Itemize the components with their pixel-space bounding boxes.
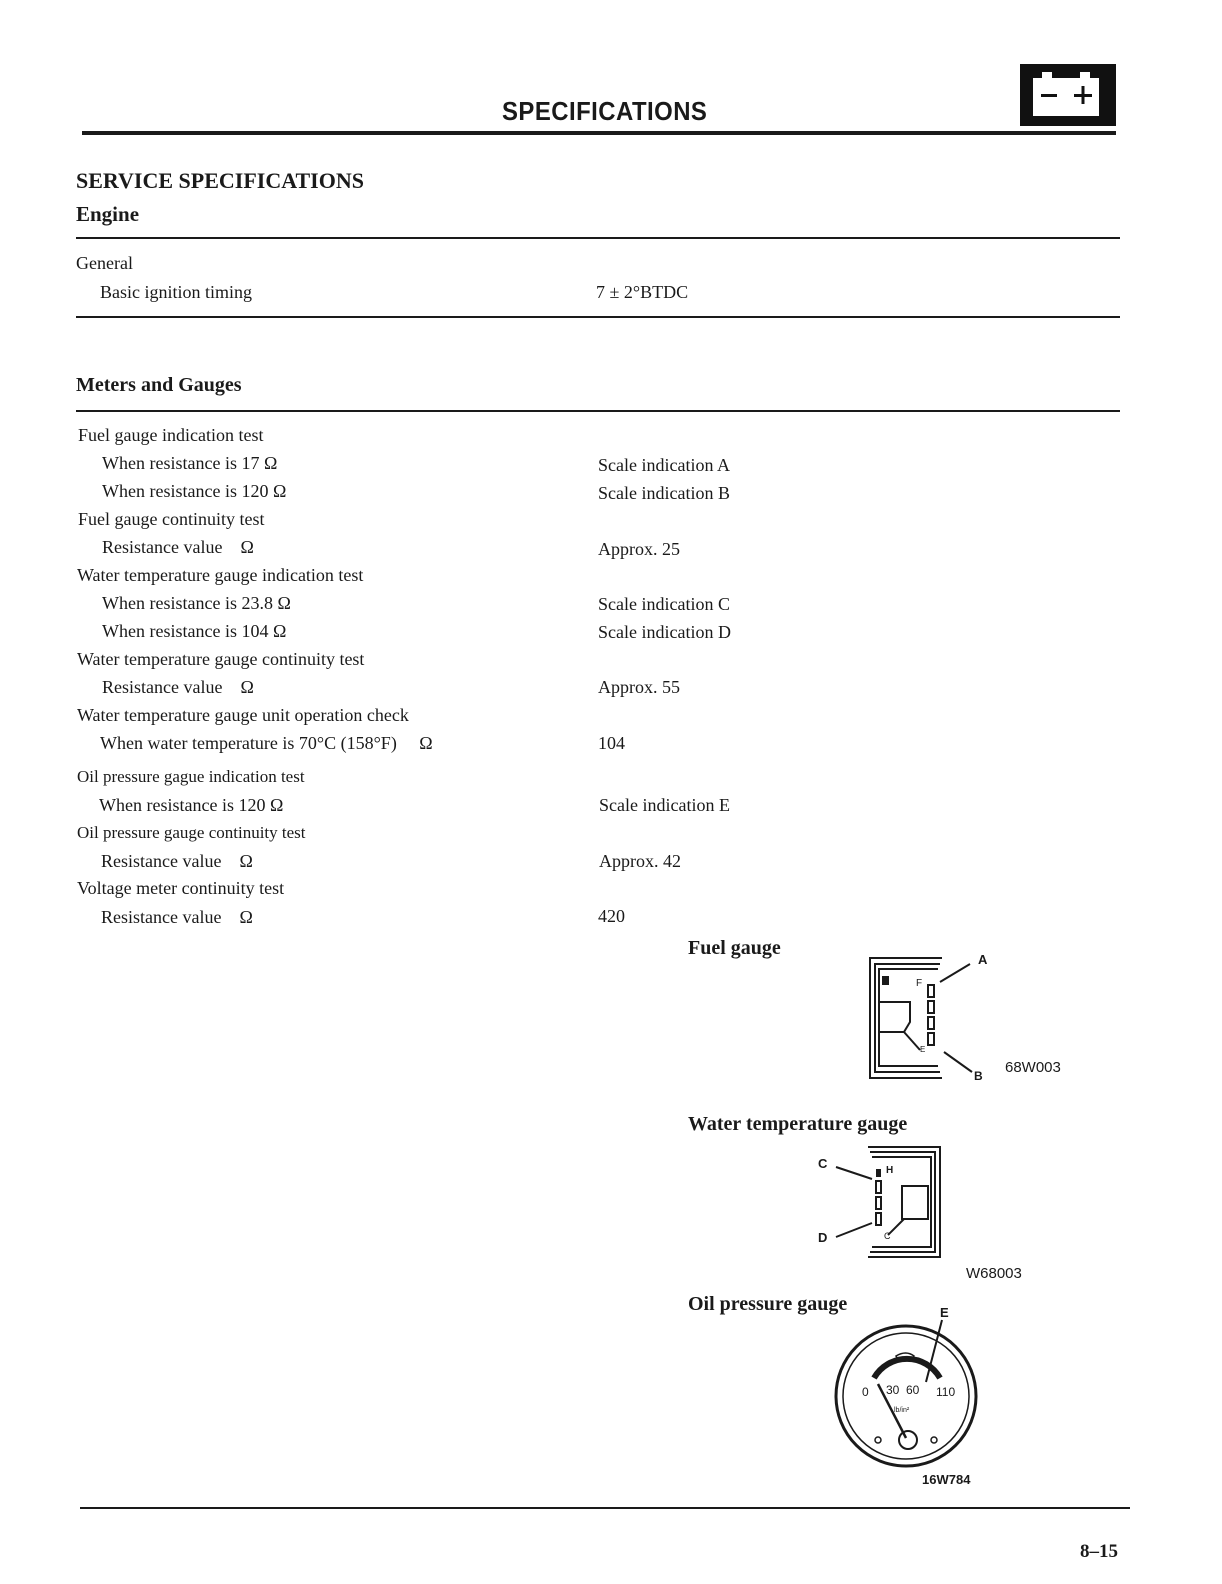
water-label-d: D: [818, 1230, 828, 1245]
meters-top-rule: [76, 410, 1120, 412]
oil-res-120-label: When resistance is 120 Ω: [99, 795, 284, 815]
section-title: SERVICE SPECIFICATIONS: [76, 168, 364, 193]
water-temp-70-label: When water temperature is 70°C (158°F) Ω: [100, 733, 433, 753]
water-res-104-value: Scale indication D: [598, 622, 731, 642]
oil-scale-unit: lb/in²: [894, 1407, 910, 1414]
fuel-f-mark: F: [916, 978, 923, 989]
water-gauge-title: Water temperature gauge: [688, 1113, 908, 1135]
fuel-res-17-value: Scale indication A: [598, 455, 730, 475]
fuel-resistance-value: Approx. 25: [598, 539, 680, 559]
water-res-104-label: When resistance is 104 Ω: [102, 621, 287, 641]
fuel-res-120-value: Scale indication B: [598, 483, 730, 503]
oil-indication-test: Oil pressure gague indication test: [77, 767, 305, 786]
water-figure-code: W68003: [966, 1265, 1022, 1282]
water-res-238-label: When resistance is 23.8 Ω: [102, 593, 291, 613]
engine-top-rule: [76, 237, 1120, 239]
oil-figure-code: 16W784: [922, 1472, 971, 1487]
fuel-e-mark: E: [920, 1045, 926, 1054]
oil-scale-30: 30: [886, 1383, 900, 1397]
water-unit-check: Water temperature gauge unit operation check: [77, 705, 409, 725]
ignition-timing-label: Basic ignition timing: [100, 282, 252, 302]
voltage-continuity-test: Voltage meter continuity test: [77, 878, 285, 898]
fuel-res-120-label: When resistance is 120 Ω: [102, 481, 287, 501]
oil-continuity-test: Oil pressure gauge continuity test: [77, 823, 306, 842]
fuel-gauge-diagram: [864, 952, 1024, 1082]
water-resistance-label: Resistance value Ω: [102, 677, 254, 697]
water-h-mark: H: [886, 1165, 894, 1176]
water-c-mark: C: [884, 1231, 891, 1241]
voltage-resistance-value: 420: [598, 906, 625, 926]
water-res-238-value: Scale indication C: [598, 594, 730, 614]
fuel-continuity-test: Fuel gauge continuity test: [78, 509, 265, 529]
water-temp-gauge-diagram: [812, 1143, 948, 1263]
fuel-figure-code: 68W003: [1005, 1059, 1061, 1076]
fuel-gauge-title: Fuel gauge: [688, 937, 781, 959]
oil-res-120-value: Scale indication E: [599, 795, 730, 815]
fuel-indication-test: Fuel gauge indication test: [78, 425, 264, 445]
water-indication-test: Water temperature gauge indication test: [77, 565, 364, 585]
oil-label-e: E: [940, 1305, 949, 1320]
page-title: SPECIFICATIONS: [502, 96, 708, 126]
meters-heading: Meters and Gauges: [76, 374, 242, 396]
fuel-label-b: B: [974, 1069, 983, 1082]
fuel-resistance-label: Resistance value Ω: [102, 537, 254, 557]
voltage-resistance-label: Resistance value Ω: [101, 907, 253, 927]
water-label-c: C: [818, 1156, 828, 1171]
engine-bottom-rule: [76, 316, 1120, 318]
water-resistance-value: Approx. 55: [598, 677, 680, 697]
oil-resistance-label: Resistance value Ω: [101, 851, 253, 871]
water-temp-70-value: 104: [598, 733, 625, 753]
page-number: 8–15: [1080, 1541, 1118, 1562]
footer-rule: [80, 1507, 1130, 1509]
oil-scale-110: 110: [936, 1385, 956, 1399]
fuel-label-a: A: [978, 952, 988, 967]
oil-resistance-value: Approx. 42: [599, 851, 681, 871]
oil-gauge-title: Oil pressure gauge: [688, 1293, 848, 1315]
oil-pressure-gauge-diagram: [830, 1298, 990, 1470]
engine-group-label: General: [76, 253, 133, 273]
fuel-res-17-label: When resistance is 17 Ω: [102, 453, 278, 473]
battery-icon: [1020, 64, 1116, 126]
engine-heading: Engine: [76, 202, 140, 226]
ignition-timing-value: 7 ± 2°BTDC: [596, 282, 689, 302]
water-continuity-test: Water temperature gauge continuity test: [77, 649, 365, 669]
oil-scale-60: 60: [906, 1383, 920, 1397]
header-rule: [82, 131, 1116, 135]
oil-scale-0: 0: [862, 1385, 869, 1399]
